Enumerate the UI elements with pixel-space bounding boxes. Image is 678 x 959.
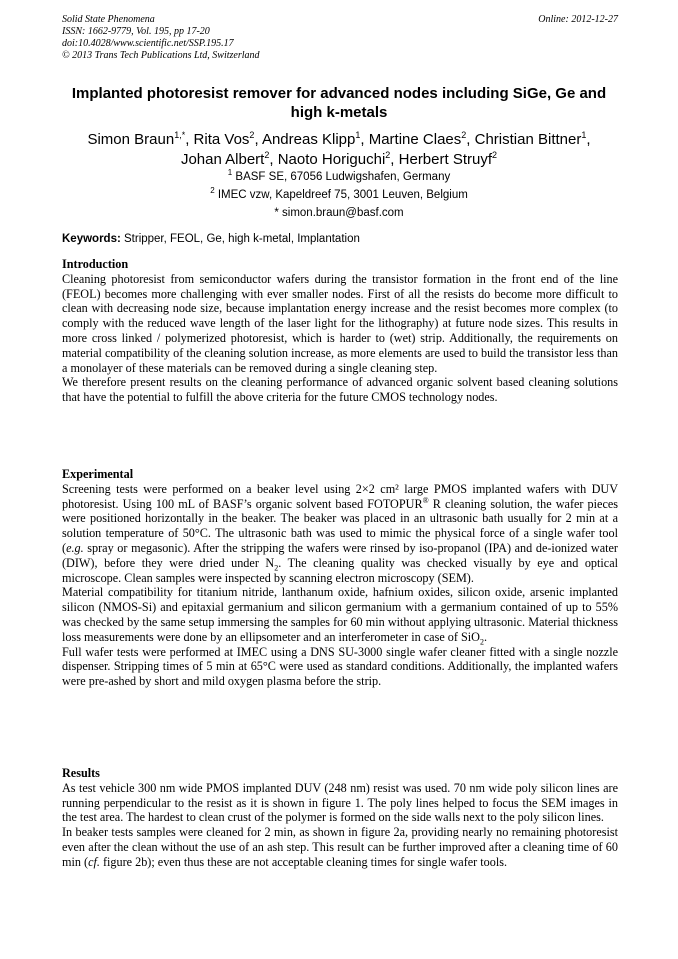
section-heading: Results [62, 766, 100, 780]
author: Johan Albert$^2$, [180, 150, 278, 168]
paragraph: Screening tests were performed on a beaker level using 2×2 cm² large PMOS implanted wafers with DUV photoresist. Using 100 mL of BASF’s organic solvent based FOTOPUR® R cleaning solution, the wafer pieces were positioned horizontally in the beaker. The beaker was placed in an ultrasonic bath usually for 2 min at a solution temperature of 50°C. The ultrasonic bath was used to mimic the physical force of a single wafer tool (e.g. spray or megasonic). After the stripping the wafers were rinsed by iso-propanol (IPA) and de-ionized water (DIW), before they were dried under $N_2$. The cleaning quality was checked visually by eye and optical microscope. Clean samples were inspected by scanning electron microscopy (SEM). [62, 481, 619, 585]
affiliation: $^1$ BASF SE, 67056 Ludwigshafen, Germany [227, 168, 451, 183]
author: Naoto Horiguchi$^2$, [277, 150, 399, 168]
author: Herbert Struyf$^2$ [398, 150, 498, 168]
author: Martine Claes$^2$, [368, 130, 475, 148]
section-results [62, 766, 618, 870]
paragraph: We therefore present results on the cleaning performance of advanced organic solvent based cleaning solutions that have the potential to fulfill the above criteria for the future CMOS technology nodes. [62, 375, 618, 405]
paragraph: Cleaning photoresist from semiconductor wafers during the transistor formation in the front end of the line (FEOL) becomes more challenging with ever smaller nodes. First of all the resists do become more difficult to clean with decreasing node size, because implantation energy increase and the resist becomes more complex (to comply with the reduced wave length of the laser light for the lithography) at future node sizes. This results in more cross linked / polymerized photoresist, which is harder to (wet) strip. Additionally, the requirements on material compatibility of the cleaning solution increase, as more elements are used to build the transistor less than a monolayer of these materials can be removed during a single cleaning step. [62, 271, 618, 375]
author-list [52, 130, 626, 170]
author: Andreas Klipp$^1$, [261, 130, 369, 148]
section-heading: Introduction [62, 257, 129, 271]
author: Simon Braun$^{1,*}$, [87, 130, 194, 148]
affiliations [60, 168, 618, 222]
corresponding-email: * simon.braun@basf.com [274, 207, 404, 219]
author: Rita Vos$^2$, [193, 130, 262, 148]
issn-line: ISSN: 1662-9779, Vol. 195, pp 17-20 [62, 26, 210, 37]
keywords-label: Keywords: [62, 233, 121, 245]
paragraph: In beaker tests samples were cleaned for 2 min, as shown in figure 2a, providing nearly no remaining photoresist even after the clean without the use of an ash step. This result can be further improved after a cleaning time of 60 min (cf. figure 2b); even thus these are not acceptable cleaning times for single wafer tools. [62, 825, 618, 869]
section-introduction [62, 257, 618, 405]
online-date: Online: 2012-12-27 [538, 14, 618, 25]
author: Christian Bittner$^1$, [474, 130, 591, 148]
keywords [62, 232, 618, 246]
paragraph: As test vehicle 300 nm wide PMOS implanted DUV (248 nm) resist was used. 70 nm wide poly silicon lines are running perpendicular to the resist as it is shown in figure 1. The poly lines helped to focus the SEM images in the test area. The hardest to clean crust of the polymer is formed on the side walls next to the poly silicon lines. [62, 780, 618, 825]
doi-line: doi:10.4028/www.scientific.net/SSP.195.17 [62, 38, 234, 49]
affiliation: $^2$ IMEC vzw, Kapeldreef 75, 3001 Leuven, Belgium [210, 186, 468, 201]
copyright-line: © 2013 Trans Tech Publications Ltd, Switzerland [62, 50, 260, 61]
section-heading: Experimental [62, 467, 134, 481]
paragraph: Material compatibility for titanium nitride, lanthanum oxide, hafnium oxides, silicon oxide, arsenic implanted silicon (NMOS-Si) and epitaxial germanium and silicon germanium with a germanium contained of up to 55% was checked by the same setup immersing the samples for 60 min without applying ultrasonic. Material thickness loss measurements were done by an ellipsometer and an interferometer in case of SiO$_2$. [62, 585, 618, 647]
section-experimental [62, 467, 618, 689]
paper-title: Implanted photoresist remover for advanced nodes including SiGe, Ge and high k-metals [71, 85, 607, 121]
journal-name: Solid State Phenomena [62, 14, 155, 25]
journal-header [62, 14, 618, 62]
paragraph: Full wafer tests were performed at IMEC using a DNS SU-3000 single wafer cleaner fitted with a single nozzle dispenser. Stripping times of 5 min at 65°C were used as standard conditions. Additionally, the implanted wafers were pre-ashed by short and mild oxygen plasma before the strip. [62, 644, 618, 689]
keywords-text: Stripper, FEOL, Ge, high k-metal, Implantation [124, 233, 360, 245]
